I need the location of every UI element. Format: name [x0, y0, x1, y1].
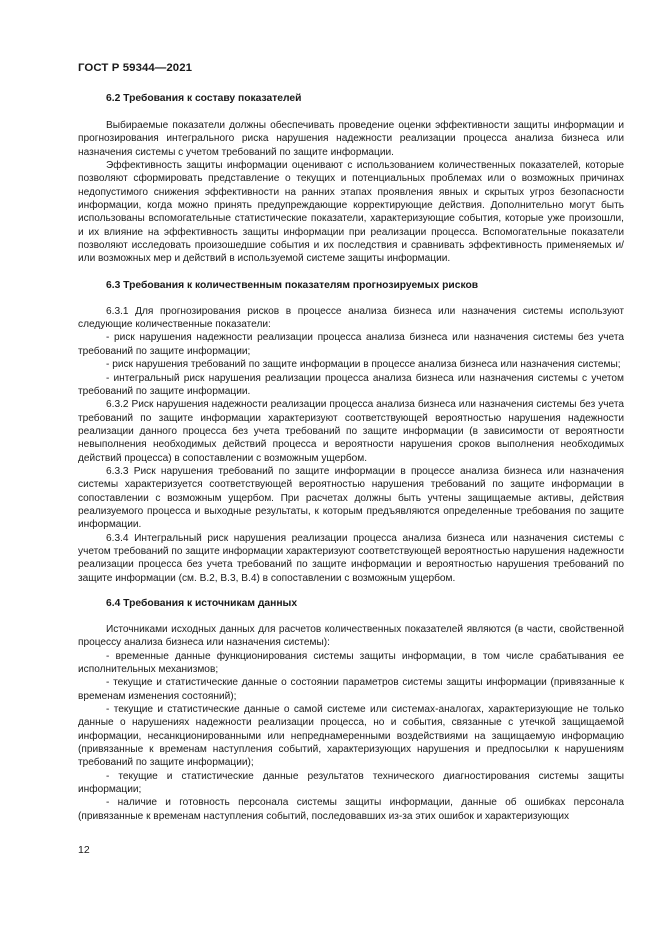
document-code: ГОСТ Р 59344—2021: [78, 62, 193, 74]
page-body: [78, 92, 624, 823]
list-item: - наличие и готовность персонала системы защиты информации, данные об ошибках персонала (привязанные к временам наступления событий, последовавших из-за этих ошибок и характеризующих: [78, 796, 624, 823]
list-item: - временные данные функционирования системы защиты информации, в том числе срабатывания ее исполнительных механизмов;: [78, 650, 624, 677]
list-item: - текущие и статистические данные результатов технического диагностирования системы защиты информации;: [78, 770, 624, 797]
page-number: 12: [78, 844, 90, 856]
paragraph: Выбираемые показатели должны обеспечивать проведение оценки эффективности защиты информации и прогнозирования интегрального риска нарушения надежности реализации процесса анализа бизнеса или назначения системы с учетом требований по защите информации.: [78, 120, 624, 158]
paragraph: 6.3.4 Интегральный риск нарушения реализации процесса анализа бизнеса или назначения системы с учетом требований по защите информации характеризуют соответствующей вероятностью нарушения надежности реализации процесса без учета требований по защите информации и вероятностью нарушения требований по защите информации (см. В.2, В.3, В.4) в сопоставлении с возможным ущербом.: [78, 532, 624, 584]
section-heading-6-2: 6.2 Требования к составу показателей: [106, 93, 302, 104]
paragraph: 6.3.3 Риск нарушения требований по защите информации в процессе анализа бизнеса или назначения системы характеризуется соответствующей вероятностью нарушения требований по защите информации в сопоставлении с возможным ущербом. При расчетах должны быть учтены защищаемые активы, действия реализуемого процесса и выходные результаты, к которым предъявляются определенные требования по защите информации.: [78, 465, 624, 531]
paragraph: Источниками исходных данных для расчетов количественных показателей являются (в части, свойственной процессу анализа бизнеса или назначения системы):: [78, 624, 624, 649]
paragraph: 6.3.2 Риск нарушения надежности реализации процесса анализа бизнеса или назначения системы без учета требований по защите информации характеризуют соответствующей вероятностью нарушения надежности реализации данного процесса без учета требований по защите информации (в зависимости от вероятности невыполнения необходимых действий процесса и вероятности нарушения сроков выполнения необходимых действий процесса) в сопоставлении с возможным ущербом.: [78, 399, 624, 464]
list-item: - риск нарушения надежности реализации процесса анализа бизнеса или назначения системы без учета требований по защите информации;: [78, 331, 624, 358]
list-item: - текущие и статистические данные о самой системе или системах-аналогах, характеризующие не только данные о нарушениях надежности реализации процесса, но и события, связанные с утечкой защищаемой информации, несанкционированными или непреднамеренными воздействиями на защищаемую информацию (привязанные к временам наступления событий, характеризующих нарушения и предпосылки к нарушениям требований по защите информации);: [78, 703, 624, 770]
section-heading-6-3: 6.3 Требования к количественным показателям прогнозируемых рисков: [106, 279, 479, 291]
section-heading-6-4: 6.4 Требования к источникам данных: [106, 598, 298, 609]
list-item: - текущие и статистические данные о состоянии параметров системы защиты информации (привязанные к временам изменения состояний);: [78, 676, 624, 703]
paragraph: Эффективность защиты информации оценивают с использованием количественных показателей, которые позволяют сформировать представление о текущих и потенциальных проблемах или о возможных причинах недопустимого снижения эффективности на ранних этапах проявления явных и скрытых угроз безопасности информации, когда можно принять предупреждающие корректирующие действия. Дополнительно могут быть использованы вспомогательные статистические показатели, характеризующие события, которые уже произошли, и их влияние на эффективность защиты информации при реализации процесса. Вспомогательные показатели позволяют исследовать произошедшие события и их последствия и сравнивать эффективность применяемых и/или возможных мер и действий в используемой системе защиты информации.: [78, 160, 624, 265]
list-item: - риск нарушения требований по защите информации в процессе анализа бизнеса или назначения системы;: [78, 358, 624, 371]
list-item: - интегральный риск нарушения реализации процесса анализа бизнеса или назначения системы с учетом требований по защите информации.: [78, 372, 624, 399]
paragraph: 6.3.1 Для прогнозирования рисков в процессе анализа бизнеса или назначения системы используют следующие количественные показатели:: [78, 305, 624, 331]
